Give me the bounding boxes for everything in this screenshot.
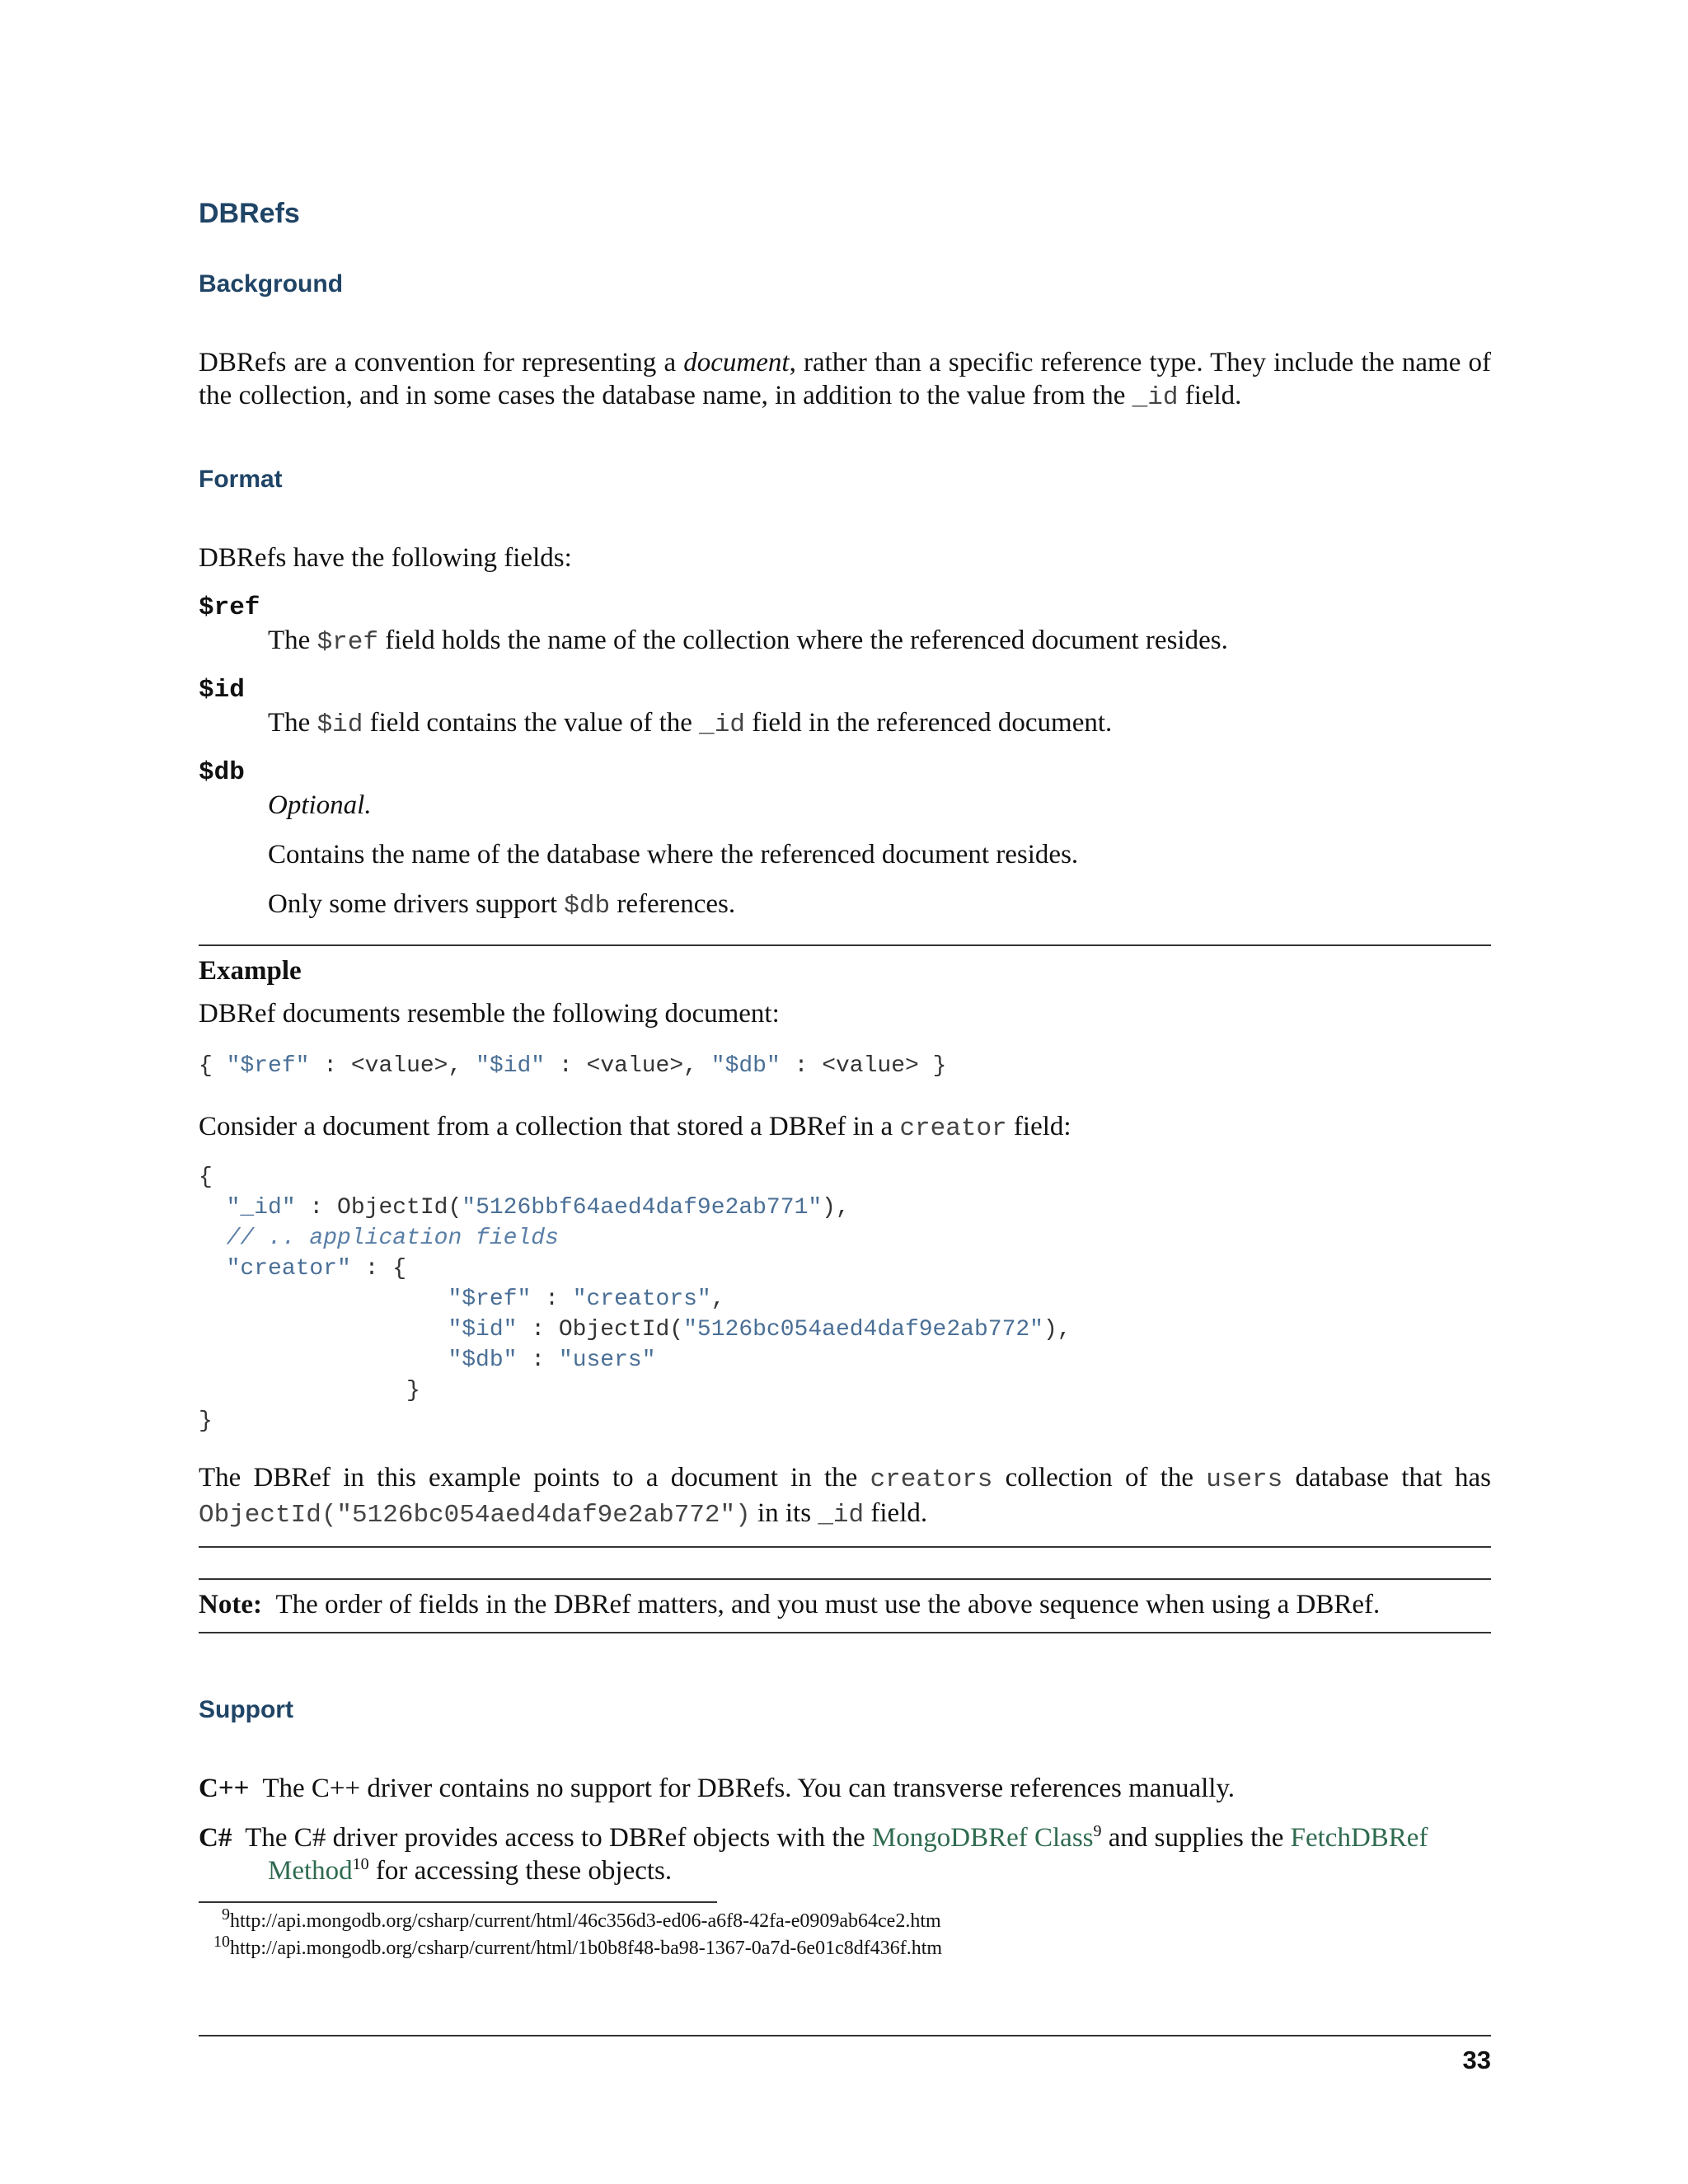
footnote-9: $^9$http://api.mongodb.org/csharp/current/html/46c356d3-ed06-a6f8-42fa-e0909ab64ce2.htm: [222, 1905, 941, 1932]
format-intro: DBRefs have the following fields:: [199, 543, 572, 573]
footer-rule: [199, 2035, 1491, 2036]
support-heading: Support: [199, 1696, 293, 1723]
fetchdbref-method-link[interactable]: Method: [268, 1856, 353, 1886]
field-desc-id: The $id field contains the value of the _id field in the referenced document.: [268, 708, 1113, 739]
example-top-rule: [199, 944, 1491, 946]
field-desc-db: Contains the name of the database where the referenced document resides.: [268, 840, 1079, 869]
footnote-10: $^{10}$http://api.mongodb.org/csharp/current/html/1b0b8f48-ba98-1367-0a7d-6e01c8df436f.htm: [213, 1933, 943, 1959]
note-top-rule: [199, 1578, 1491, 1580]
footnote-rule: [199, 1901, 717, 1903]
fetchdbref-link[interactable]: FetchDBRef: [1290, 1823, 1428, 1853]
field-term-db: $db: [199, 758, 245, 787]
support-csharp-cont: Method$^{10}$ for accessing these objects.: [268, 1855, 673, 1886]
code-block-dbref-format: { "$ref" : <value>, "$id" : <value>, "$db" : <value> }: [199, 1053, 947, 1079]
field-desc-db-drivers: Only some drivers support $db references.: [268, 889, 736, 921]
support-csharp: C# The C# driver provides access to DBRef objects with the MongoDBRef Class$^9$ and supplies the FetchDBRef: [199, 1822, 1428, 1853]
result-paragraph: The DBRef in this example points to a document in the creators collection of the users database that has ObjectId("5126bc054aed4daf9e2ab772") in its _id field.: [199, 1463, 1492, 1530]
field-term-ref: $ref: [199, 593, 260, 622]
format-heading: Format: [199, 466, 283, 493]
note-bottom-rule: [199, 1632, 1491, 1633]
note-box: [199, 1588, 1491, 1621]
field-desc-db-optional: Optional.: [268, 790, 372, 820]
example-intro: DBRef documents resemble the following document:: [199, 999, 780, 1029]
field-term-id: $id: [199, 676, 245, 705]
note-text: The order of fields in the DBRef matters, and you must use the above sequence when using a DBRef.: [275, 1590, 1381, 1619]
section-title: DBRefs: [199, 198, 300, 229]
example-heading: Example: [199, 956, 302, 986]
mongodbref-class-link[interactable]: MongoDBRef Class: [871, 1823, 1094, 1853]
support-cpp: C++ The C++ driver contains no support for DBRefs. You can transverse references manually.: [199, 1774, 1236, 1803]
code-block-creator-example: { "_id" : ObjectId("5126bbf64aed4daf9e2ab771"), // .. application fields "creator" : { "$ref" : "creators", "$id" : ObjectId("5126bc054aed4daf9e2ab772"), "$db" : "users" } }: [199, 1165, 1071, 1434]
note-label: Note:: [199, 1590, 262, 1619]
page-number: 33: [1462, 2046, 1491, 2074]
background-paragraph: DBRefs are a convention for representing a document, rather than a specific reference type. They include the name of the collection, and in some cases the database name, in addition to the value from the _id field.: [199, 348, 1491, 412]
example-bottom-rule: [199, 1546, 1491, 1548]
background-heading: Background: [199, 270, 344, 298]
consider-paragraph: Consider a document from a collection that stored a DBRef in a creator field:: [199, 1112, 1071, 1143]
field-desc-ref: The $ref field holds the name of the collection where the referenced document resides.: [268, 626, 1228, 657]
